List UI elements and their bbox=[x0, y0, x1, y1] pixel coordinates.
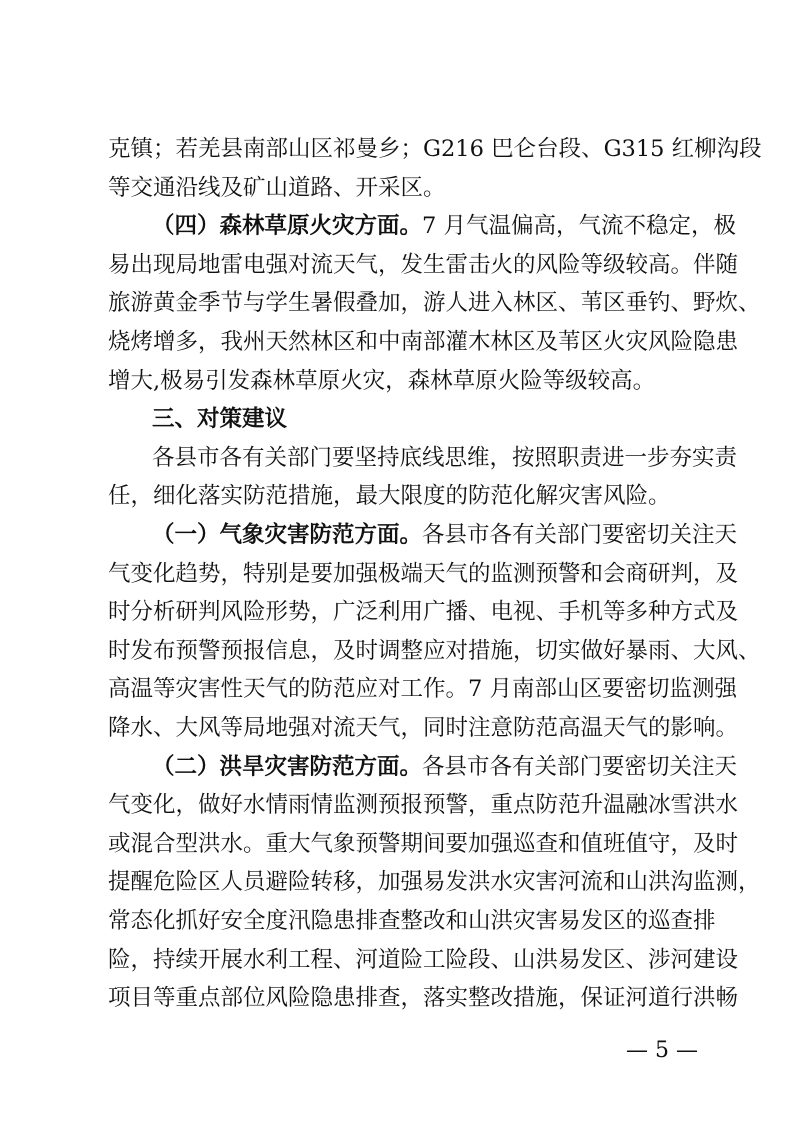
body-text-line: 各县市各有关部门要坚持底线思维，按照职责进一步夯实责 bbox=[152, 444, 738, 471]
body-text-line: 常态化抓好安全度汛隐患排查整改和山洪灾害易发区的巡查排 bbox=[108, 908, 716, 934]
body-text: 各县市各有关部门要密切关注天 bbox=[422, 522, 738, 548]
body-text: 7 月气温偏高，气流不稳定，极 bbox=[422, 213, 736, 240]
body-text-line: 提醒危险区人员避险转移，加强易发洪水灾害河流和山洪沟监测， bbox=[108, 869, 761, 896]
subheading-flood-drought: （二）洪旱灾害防范方面。 bbox=[152, 753, 423, 780]
body-text-line: 气变化，做好水情雨情监测预报预警，重点防范升温融冰雪洪水 bbox=[108, 792, 739, 819]
body-text-line: 时发布预警预报信息，及时调整应对措施，切实做好暴雨、大风、 bbox=[108, 637, 761, 664]
body-text: 各县市各有关部门要密切关注天 bbox=[422, 753, 738, 780]
body-text-line: 气变化趋势，特别是要加强极端天气的监测预警和会商研判，及 bbox=[108, 560, 739, 587]
body-text-line: 烧烤增多，我州天然林区和中南部灌木林区及苇区火灾风险隐患 bbox=[108, 329, 739, 355]
body-text-line: 任，细化落实防范措施，最大限度的防范化解灾害风险。 bbox=[108, 483, 671, 510]
section-heading-countermeasures: 三、对策建议 bbox=[152, 406, 288, 433]
section-paragraph-meteorological bbox=[152, 518, 738, 552]
body-text-line: 时分析研判风险形势，广泛利用广播、电视、手机等多种方式及 bbox=[108, 599, 739, 626]
body-text-line: 易出现局地雷电强对流天气，发生雷击火的风险等级较高。伴随 bbox=[108, 251, 739, 278]
subheading-meteorological: （一）气象灾害防范方面。 bbox=[152, 522, 423, 548]
body-text-line: 险，持续开展水利工程、河道险工险段、山洪易发区、涉河建设 bbox=[108, 946, 739, 973]
body-text-line: 项目等重点部位风险隐患排查，落实整改措施，保证河道行洪畅 bbox=[108, 985, 739, 1012]
section-paragraph-forest-fire bbox=[152, 209, 736, 243]
body-text-line: 旅游黄金季节与学生暑假叠加，游人进入林区、苇区垂钓、野炊、 bbox=[108, 290, 761, 317]
body-text-line: 增大,极易引发森林草原火灾，森林草原火险等级较高。 bbox=[108, 367, 656, 394]
body-text-line: 或混合型洪水。重大气象预警期间要加强巡查和值班值守，及时 bbox=[108, 830, 739, 857]
body-text-line: 等交通沿线及矿山道路、开采区。 bbox=[108, 174, 446, 201]
body-text-line: 降水、大风等局地强对流天气，同时注意防范高温天气的影响。 bbox=[108, 715, 739, 741]
subheading-forest-fire: （四）森林草原火灾方面。 bbox=[152, 213, 423, 240]
page-number: — 5 — bbox=[626, 1038, 698, 1063]
section-paragraph-flood-drought bbox=[152, 750, 738, 784]
body-text-line: 克镇；若羌县南部山区祁曼乡；G216 巴仑台段、G315 红柳沟段 bbox=[108, 136, 762, 162]
body-text-line: 高温等灾害性天气的防范应对工作。7 月南部山区要密切监测强 bbox=[108, 676, 737, 703]
